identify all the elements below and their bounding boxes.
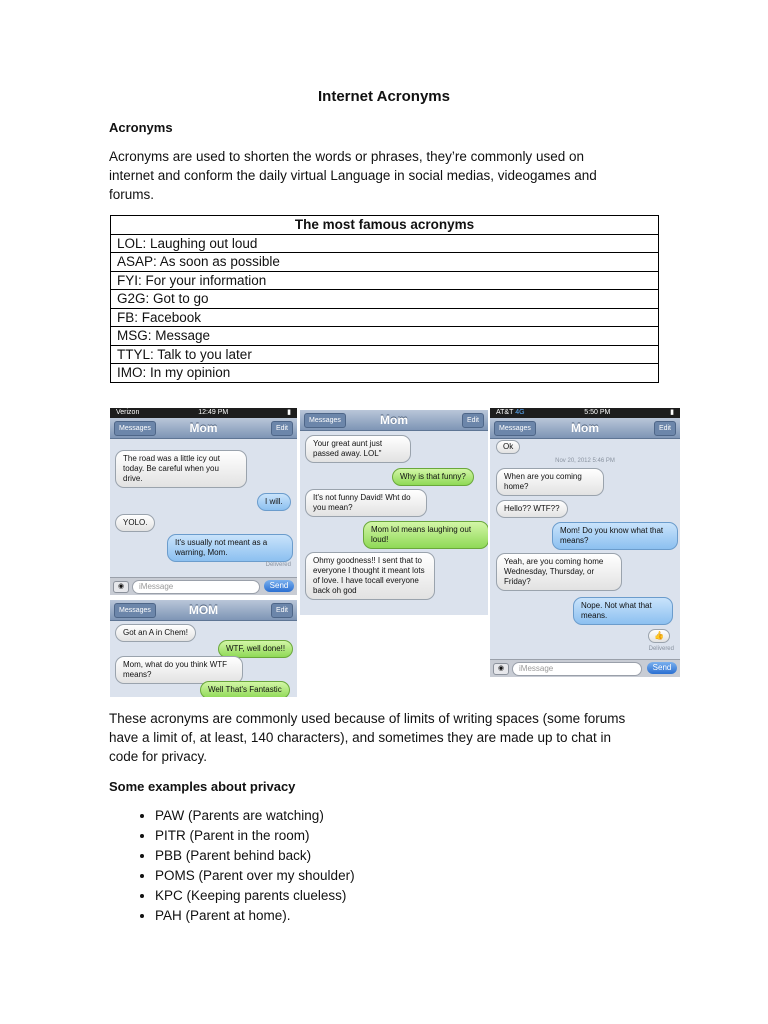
message-bubble: YOLO. [115, 514, 155, 532]
delivered-label: Delivered [265, 562, 291, 568]
carrier-label: Verizon [116, 409, 140, 416]
intro-line: internet and conform the daily virtual Language in social medias, videogames and [109, 168, 597, 183]
message-bubble: Why is that funny? [392, 468, 474, 486]
list-item: • PITR (Parent in the room) [155, 826, 355, 846]
conversation-title: Mom [189, 421, 218, 435]
message-bubble: Mom lol means laughing out loud! [363, 521, 488, 549]
message-bubble: Ok [496, 440, 520, 454]
input-bar [110, 577, 297, 595]
message-bubble: Yeah, are you coming home Wednesday, Thursday, or Friday? [496, 553, 622, 591]
sms-screenshot-1 [110, 408, 297, 595]
conversation-title: Mom [380, 413, 408, 427]
time-label: 5:50 PM [584, 409, 611, 416]
status-bar [110, 408, 297, 418]
camera-icon[interactable]: ◉ [113, 581, 129, 593]
edit-button[interactable]: Edit [462, 413, 484, 428]
intro-line: forums. [109, 187, 155, 202]
privacy-heading: Some examples about privacy [109, 779, 296, 794]
send-button[interactable]: Send [647, 662, 677, 674]
paragraph-line: These acronyms are commonly used because of limits of writing spaces (some forums [109, 711, 626, 726]
sms-screenshot-3 [490, 408, 680, 677]
acronyms-heading: Acronyms [109, 120, 173, 135]
document-title: Internet Acronyms [318, 88, 450, 105]
message-bubble: I will. [257, 493, 291, 511]
message-bubble: Hello?? WTF?? [496, 500, 568, 518]
table-row: TTYL: Talk to you later [111, 345, 659, 364]
carrier-label: AT&T 4G [496, 409, 525, 416]
timestamp-label: Nov 20, 2012 5:46 PM [555, 458, 615, 464]
sms-screenshot-2 [300, 410, 488, 615]
edit-button[interactable]: Edit [271, 421, 293, 436]
table-header: The most famous acronyms [111, 216, 659, 235]
table-row: FB: Facebook [111, 308, 659, 327]
message-bubble: WTF, well done!! [218, 640, 293, 658]
message-bubble: It's not funny David! Wht do you mean? [305, 489, 427, 517]
message-bubble: When are you coming home? [496, 468, 604, 496]
privacy-paragraph [109, 709, 654, 766]
conversation-title: Mom [571, 421, 599, 435]
message-bubble: Well That's Fantastic [200, 681, 290, 697]
messages-back-button[interactable]: Messages [304, 413, 346, 428]
paragraph-line: code for privacy. [109, 749, 208, 764]
table-row: ASAP: As soon as possible [111, 253, 659, 272]
message-bubble: Got an A in Chem! [115, 624, 196, 642]
message-bubble: It's usually not meant as a warning, Mom. [167, 534, 293, 562]
nav-bar [490, 418, 680, 439]
privacy-list [109, 806, 355, 926]
time-label: 12:49 PM [198, 409, 229, 416]
edit-button[interactable]: Edit [654, 421, 676, 436]
list-item: • POMS (Parent over my shoulder) [155, 866, 355, 886]
battery-icon: ▮ [287, 409, 291, 416]
nav-bar [110, 418, 297, 439]
table-row: IMO: In my opinion [111, 364, 659, 383]
battery-icon: ▮ [670, 409, 674, 416]
messages-back-button[interactable]: Messages [494, 421, 536, 436]
messages-back-button[interactable]: Messages [114, 603, 156, 618]
list-item: • PAW (Parents are watching) [155, 806, 355, 826]
nav-bar [110, 600, 297, 621]
status-bar [490, 408, 680, 418]
messages-back-button[interactable]: Messages [114, 421, 156, 436]
message-bubble: Your great aunt just passed away. LOL" [305, 435, 411, 463]
message-input[interactable]: iMessage [512, 662, 642, 676]
input-bar [490, 659, 680, 677]
table-row: LOL: Laughing out loud [111, 234, 659, 253]
intro-paragraph [109, 147, 654, 204]
sms-screenshot-4 [110, 600, 297, 697]
conversation-title: MOM [188, 603, 219, 617]
table-row: MSG: Message [111, 327, 659, 346]
message-input[interactable]: iMessage [132, 580, 260, 594]
message-bubble: The road was a little icy out today. Be careful when you drive. [115, 450, 247, 488]
table-row: FYI: For your information [111, 271, 659, 290]
delivered-label: Delivered [648, 646, 674, 652]
message-bubble: Ohmy goodness!! I sent that to everyone I thought it meant lots of love. I have tocall everyone back oh god [305, 552, 435, 600]
camera-icon[interactable]: ◉ [493, 663, 509, 675]
edit-button[interactable]: Edit [271, 603, 293, 618]
acronyms-table [110, 215, 659, 383]
thumbs-up-icon: 👍 [648, 629, 670, 643]
message-bubble: Mom, what do you think WTF means? [115, 656, 243, 684]
message-bubble: Mom! Do you know what that means? [552, 522, 678, 550]
list-item: • PAH (Parent at home). [155, 906, 355, 926]
list-item: • KPC (Keeping parents clueless) [155, 886, 355, 906]
intro-line: Acronyms are used to shorten the words or phrases, they’re commonly used on [109, 149, 584, 164]
send-button[interactable]: Send [264, 580, 294, 592]
table-row: G2G: Got to go [111, 290, 659, 309]
nav-bar [300, 410, 488, 431]
list-item: • PBB (Parent behind back) [155, 846, 355, 866]
message-bubble: Nope. Not what that means. [573, 597, 673, 625]
paragraph-line: have a limit of, at least, 140 characters), and sometimes they are made up to chat in [109, 730, 612, 745]
